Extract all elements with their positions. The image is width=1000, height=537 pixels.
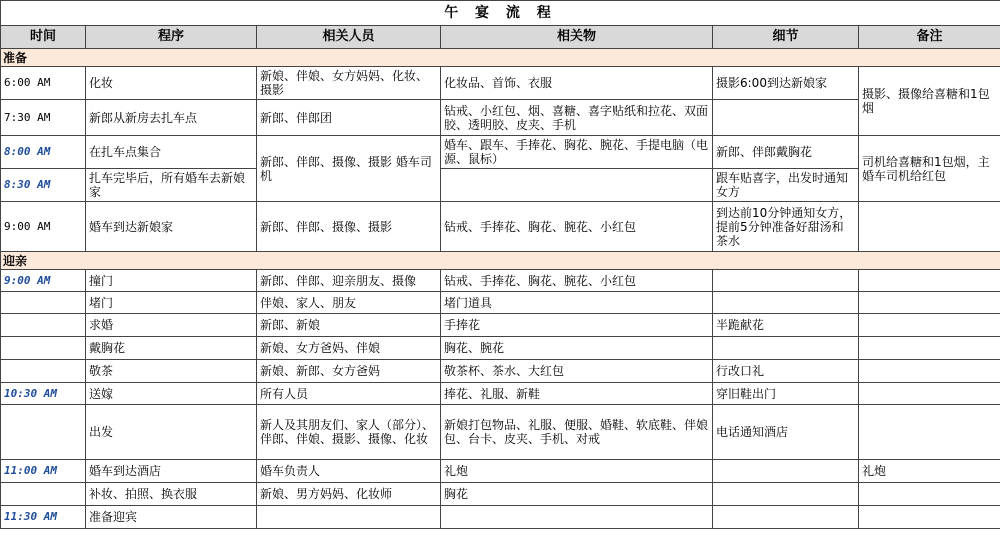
table-row: [1, 506, 1000, 529]
items-cell: 手捧花: [441, 314, 713, 337]
notes-cell: [859, 314, 1000, 337]
table-row: [1, 67, 1000, 100]
time-cell: 8:00 AM: [1, 136, 86, 169]
table-row: [1, 202, 1000, 252]
header-people: 相关人员: [257, 26, 441, 49]
details-cell: 跟车贴喜字，出发时通知女方: [713, 169, 859, 202]
people-cell: 婚车负责人: [257, 460, 441, 483]
items-cell: 化妆品、首饰、衣服: [441, 67, 713, 100]
program-cell: 撞门: [86, 270, 257, 292]
time-cell: 8:30 AM: [1, 169, 86, 202]
people-cell: 新郎、伴郎、迎亲朋友、摄像: [257, 270, 441, 292]
people-cell: 新郎、伴郎团: [257, 100, 441, 136]
notes-cell: [859, 383, 1000, 405]
people-cell: 新娘、女方爸妈、伴娘: [257, 337, 441, 360]
details-cell: [713, 483, 859, 506]
details-cell: 穿旧鞋出门: [713, 383, 859, 405]
time-cell: [1, 314, 86, 337]
time-cell: 9:00 AM: [1, 270, 86, 292]
notes-cell: 礼炮: [859, 460, 1000, 483]
header-time: 时间: [1, 26, 86, 49]
people-cell: 新郎、新娘: [257, 314, 441, 337]
program-cell: 求婚: [86, 314, 257, 337]
people-cell: 新人及其朋友们、家人（部分）、伴郎、伴娘、摄影、摄像、化妆: [257, 405, 441, 460]
header-details: 细节: [713, 26, 859, 49]
items-cell: 胸花、腕花: [441, 337, 713, 360]
section-row-prepare: [1, 49, 1000, 67]
table-row: [1, 292, 1000, 314]
items-cell: 敬茶杯、茶水、大红包: [441, 360, 713, 383]
details-cell: 新郎、伴郎戴胸花: [713, 136, 859, 169]
items-cell: [441, 169, 713, 202]
details-cell: [713, 460, 859, 483]
table-row: [1, 337, 1000, 360]
items-cell: 捧花、礼服、新鞋: [441, 383, 713, 405]
notes-cell: [859, 483, 1000, 506]
time-cell: 6:00 AM: [1, 67, 86, 100]
time-cell: 7:30 AM: [1, 100, 86, 136]
header-notes: 备注: [859, 26, 1000, 49]
details-cell: 半跪献花: [713, 314, 859, 337]
items-cell: 礼炮: [441, 460, 713, 483]
notes-cell: [859, 337, 1000, 360]
time-cell: [1, 292, 86, 314]
table-row: [1, 405, 1000, 460]
program-cell: 准备迎宾: [86, 506, 257, 529]
notes-cell: [859, 360, 1000, 383]
details-cell: [713, 270, 859, 292]
details-cell: 电话通知酒店: [713, 405, 859, 460]
section-label-prepare: 准备: [1, 49, 1000, 67]
program-cell: 出发: [86, 405, 257, 460]
notes-cell: 司机给喜糖和1包烟，主婚车司机给红包: [859, 136, 1000, 202]
details-cell: 到达前10分钟通知女方，提前5分钟准备好甜汤和茶水: [713, 202, 859, 252]
header-program: 程序: [86, 26, 257, 49]
people-cell: 新娘、新郎、女方爸妈: [257, 360, 441, 383]
people-cell: 新郎、伴郎、摄像、摄影: [257, 202, 441, 252]
program-cell: 婚车到达新娘家: [86, 202, 257, 252]
program-cell: 化妆: [86, 67, 257, 100]
table-row: [1, 100, 1000, 136]
details-cell: 行改口礼: [713, 360, 859, 383]
section-row-welcome: [1, 252, 1000, 270]
program-cell: 新郎从新房去扎车点: [86, 100, 257, 136]
program-cell: 婚车到达酒店: [86, 460, 257, 483]
program-cell: 送嫁: [86, 383, 257, 405]
notes-cell: [859, 292, 1000, 314]
section-label-welcome: 迎亲: [1, 252, 1000, 270]
time-cell: 9:00 AM: [1, 202, 86, 252]
header-row: [1, 26, 1000, 49]
time-cell: 11:00 AM: [1, 460, 86, 483]
table-row: [1, 460, 1000, 483]
program-cell: 扎车完毕后，所有婚车去新娘家: [86, 169, 257, 202]
program-cell: 在扎车点集合: [86, 136, 257, 169]
items-cell: 钻戒、小红包、烟、喜糖、喜字贴纸和拉花、双面胶、透明胶、皮夹、手机: [441, 100, 713, 136]
notes-cell: [859, 506, 1000, 529]
title-row: [1, 1, 1000, 26]
items-cell: 新娘打包物品、礼服、便服、婚鞋、软底鞋、伴娘包、台卡、皮夹、手机、对戒: [441, 405, 713, 460]
items-cell: 钻戒、手捧花、胸花、腕花、小红包: [441, 202, 713, 252]
time-cell: 11:30 AM: [1, 506, 86, 529]
people-cell: 所有人员: [257, 383, 441, 405]
notes-cell: [859, 405, 1000, 460]
notes-cell: [859, 270, 1000, 292]
header-items: 相关物: [441, 26, 713, 49]
people-cell: 伴娘、家人、朋友: [257, 292, 441, 314]
table-row: [1, 483, 1000, 506]
time-cell: [1, 405, 86, 460]
details-cell: [713, 337, 859, 360]
table-row: [1, 314, 1000, 337]
table-row: [1, 169, 1000, 202]
items-cell: 堵门道具: [441, 292, 713, 314]
details-cell: 摄影6:00到达新娘家: [713, 67, 859, 100]
people-cell: [257, 506, 441, 529]
program-cell: 戴胸花: [86, 337, 257, 360]
people-cell: 新郎、伴郎、摄像、摄影 婚车司机: [257, 136, 441, 202]
items-cell: 婚车、跟车、手捧花、胸花、腕花、手提电脑（电源、鼠标）: [441, 136, 713, 169]
items-cell: 胸花: [441, 483, 713, 506]
table-row: [1, 383, 1000, 405]
time-cell: [1, 360, 86, 383]
people-cell: 新娘、伴娘、女方妈妈、化妆、摄影: [257, 67, 441, 100]
details-cell: [713, 506, 859, 529]
program-cell: 补妆、拍照、换衣服: [86, 483, 257, 506]
page-title: 午 宴 流 程: [1, 1, 1000, 26]
program-cell: 敬茶: [86, 360, 257, 383]
table-row: [1, 270, 1000, 292]
time-cell: [1, 337, 86, 360]
items-cell: 钻戒、手捧花、胸花、腕花、小红包: [441, 270, 713, 292]
items-cell: [441, 506, 713, 529]
time-cell: 10:30 AM: [1, 383, 86, 405]
details-cell: [713, 100, 859, 136]
people-cell: 新娘、男方妈妈、化妆师: [257, 483, 441, 506]
table-row: [1, 136, 1000, 169]
table-row: [1, 360, 1000, 383]
details-cell: [713, 292, 859, 314]
program-cell: 堵门: [86, 292, 257, 314]
notes-cell: 摄影、摄像给喜糖和1包烟: [859, 67, 1000, 136]
time-cell: [1, 483, 86, 506]
notes-cell: [859, 202, 1000, 252]
